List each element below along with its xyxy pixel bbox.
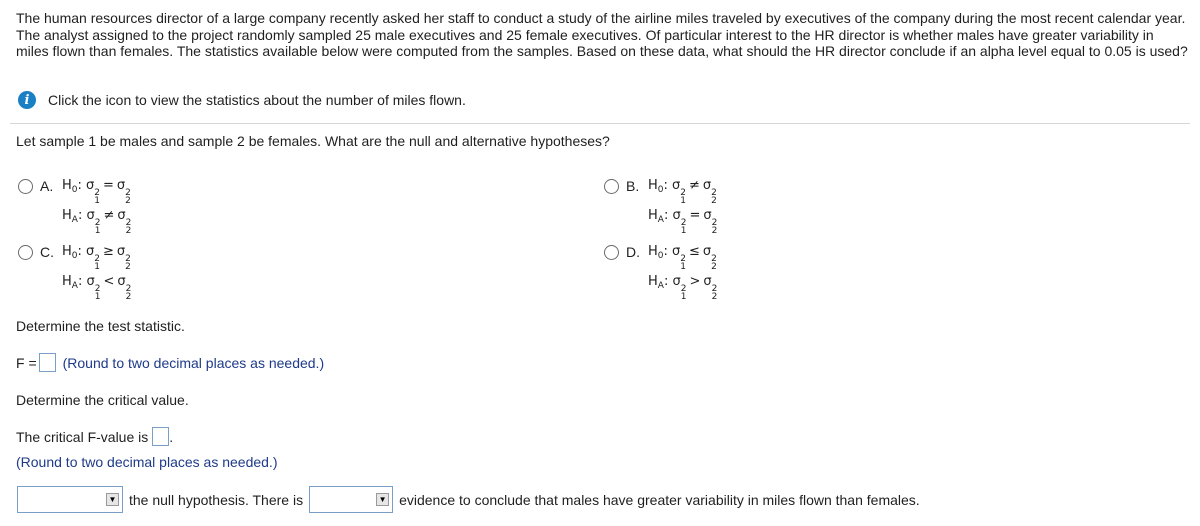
sigma-symbol: σ	[703, 208, 712, 223]
sigma-scripts: 2 2	[125, 254, 131, 272]
sigma-scripts: 2 2	[711, 284, 718, 302]
divider	[10, 123, 1190, 124]
sigma-symbol: σ	[703, 274, 712, 289]
alternative-hypothesis: $H_A$: σ 2 1 ≠ σ 2 2	[62, 208, 132, 236]
sigma-scripts: 2 1	[680, 254, 687, 272]
option-d[interactable]	[604, 244, 717, 301]
info-row	[18, 91, 466, 109]
sigma-scripts: 2 2	[711, 254, 717, 272]
sigma-scripts: 2 1	[94, 254, 101, 272]
radio-button[interactable]	[604, 179, 619, 194]
radio-button[interactable]	[18, 179, 33, 194]
sigma-symbol: σ	[702, 178, 712, 193]
evidence-dropdown[interactable]	[309, 486, 393, 513]
null-hypothesis: $H_0$: σ 2 1 = σ 2 2	[62, 178, 131, 206]
sigma-symbol: σ	[116, 178, 126, 193]
f-label: F =	[16, 354, 37, 371]
sigma-scripts: 2 2	[711, 218, 718, 236]
conclusion-text-1: the null hypothesis. There is	[129, 491, 304, 508]
option-letter: A.	[40, 178, 54, 194]
sigma-symbol: σ	[672, 244, 681, 259]
critical-value-row	[16, 427, 173, 446]
sigma-symbol: σ	[672, 178, 681, 193]
dropdown-arrow-icon: ▼	[376, 493, 389, 506]
critical-rounding-note: (Round to two decimal places as needed.)	[16, 454, 278, 470]
conclusion-row	[17, 486, 926, 513]
hypotheses	[62, 175, 131, 235]
radio-button[interactable]	[18, 245, 33, 260]
null-hypothesis: $H_0$: σ 2 1 ≠ σ 2 2	[648, 178, 717, 206]
sigma-symbol: σ	[672, 208, 681, 223]
option-letter: D.	[626, 244, 640, 260]
sigma-symbol: σ	[672, 274, 681, 289]
hypotheses	[648, 175, 717, 235]
sigma-scripts: 2 2	[125, 218, 132, 236]
sigma-symbol: σ	[86, 244, 95, 259]
critical-value-label: The critical F-value is	[16, 428, 149, 445]
sigma-symbol: σ	[86, 274, 95, 289]
f-value-input[interactable]	[39, 353, 56, 372]
question-text: Let sample 1 be males and sample 2 be females. What are the null and alternative hypotheses?	[16, 133, 610, 149]
sigma-scripts: 2 1	[680, 218, 687, 236]
sigma-scripts: 2 2	[125, 188, 131, 206]
hypotheses	[648, 241, 717, 301]
option-letter: B.	[626, 178, 640, 194]
option-a[interactable]	[18, 178, 131, 235]
f-rounding-note: (Round to two decimal places as needed.)	[62, 354, 325, 371]
dropdown-arrow-icon: ▼	[106, 493, 119, 506]
sigma-symbol: σ	[117, 208, 126, 223]
conclusion-text-2: evidence to conclude that males have greater variability in miles flown than females.	[399, 491, 920, 508]
info-text: Click the icon to view the statistics about the number of miles flown.	[48, 92, 466, 108]
sigma-symbol: σ	[86, 178, 95, 193]
sigma-scripts: 2 1	[94, 188, 101, 206]
option-c[interactable]	[18, 244, 131, 301]
alternative-hypothesis: $H_A$: σ 2 1 < σ 2 2	[62, 274, 132, 302]
null-hypothesis: $H_0$: σ 2 1 ≥ σ 2 2	[62, 244, 131, 272]
sigma-scripts: 2 1	[94, 284, 101, 302]
sigma-symbol: σ	[702, 244, 712, 259]
sigma-scripts: 2 1	[680, 188, 687, 206]
sigma-scripts: 2 1	[94, 218, 101, 236]
option-b[interactable]	[604, 178, 717, 235]
problem-statement: The human resources director of a large company recently asked her staff to conduct a study of the airline miles traveled by executives of the company during the most recent calendar year. The analyst assigned to the project randomly sampled 25 male executives and 25 female executives. Of particular interest to the HR director is whether males have greater variability in miles flown than females. The statistics available below were computed from the samples. Based on these data, what should the HR director conclude if an alpha level equal to 0.05 is used?	[16, 10, 1188, 59]
option-letter: C.	[40, 244, 54, 260]
sigma-symbol: σ	[86, 208, 95, 223]
null-hypothesis: $H_0$: σ 2 1 ≤ σ 2 2	[648, 244, 717, 272]
sigma-scripts: 2 2	[711, 188, 717, 206]
test-statistic-prompt: Determine the test statistic.	[16, 318, 185, 334]
info-icon[interactable]: i	[18, 91, 36, 109]
critical-value-input[interactable]	[152, 427, 169, 446]
sigma-scripts: 2 2	[125, 284, 132, 302]
alternative-hypothesis: $H_A$: σ 2 1 > σ 2 2	[648, 274, 718, 302]
sigma-symbol: σ	[117, 274, 126, 289]
sigma-symbol: σ	[116, 244, 126, 259]
reject-decision-dropdown[interactable]	[17, 486, 123, 513]
sigma-scripts: 2 1	[680, 284, 687, 302]
radio-button[interactable]	[604, 245, 619, 260]
critical-value-period: .	[169, 428, 174, 445]
test-statistic-row	[16, 353, 324, 372]
critical-value-prompt: Determine the critical value.	[16, 392, 189, 408]
alternative-hypothesis: $H_A$: σ 2 1 = σ 2 2	[648, 208, 718, 236]
hypotheses	[62, 241, 131, 301]
